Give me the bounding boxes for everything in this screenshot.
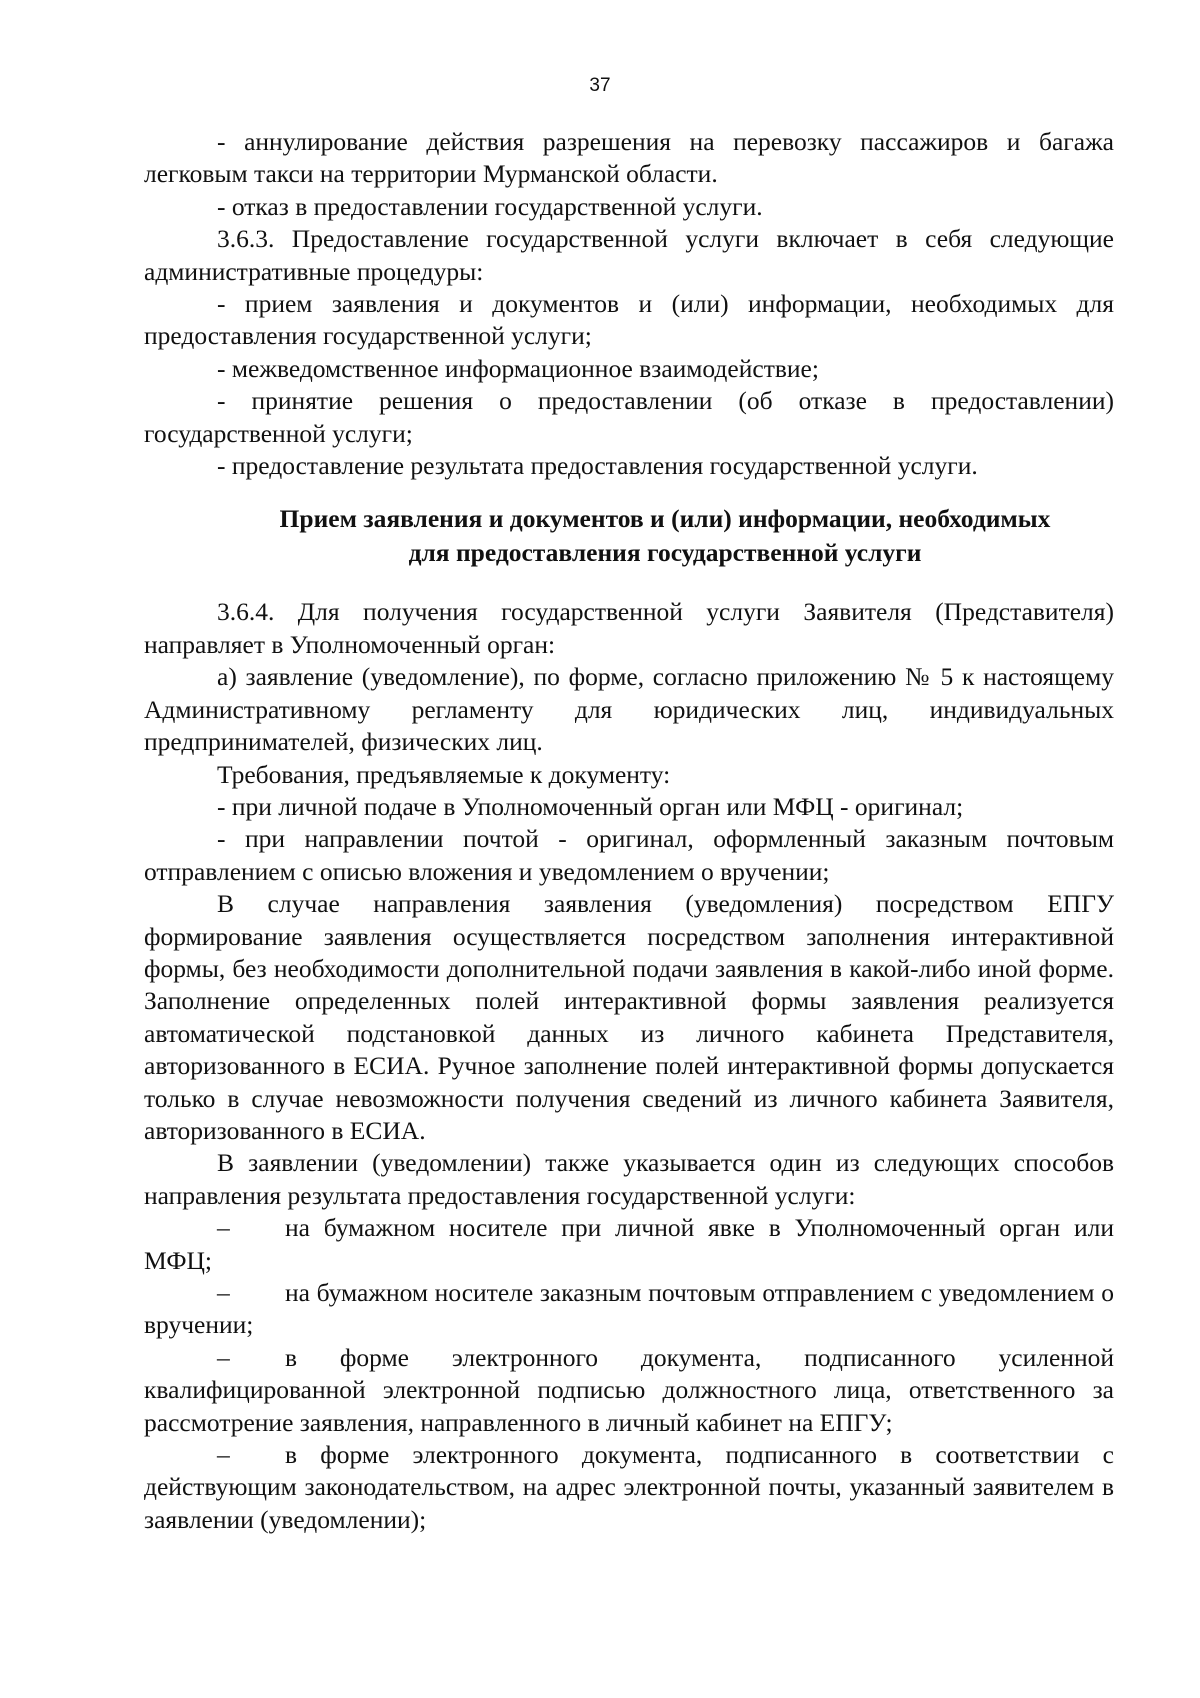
paragraph: Требования, предъявляемые к документу: — [217, 759, 671, 789]
list-item-text: в форме электронного документа, подписанного в соответствии с действующим законодательством, на адрес электронной почты, указанный заявителем в заявлении (уведомлении); — [144, 1440, 1114, 1534]
paragraph: - отказ в предоставлении государственной услуги. — [217, 191, 763, 221]
list-item — [144, 1277, 1114, 1342]
list-dash: – — [217, 1342, 230, 1372]
paragraph: В заявлении (уведомлении) также указывается один из следующих способов направления результата предоставления государственной услуги: — [144, 1148, 1114, 1210]
list-item — [144, 1212, 1114, 1277]
paragraph: 3.6.3. Предоставление государственной услуги включает в себя следующие административные процедуры: — [144, 224, 1114, 286]
list-item — [144, 1342, 1114, 1439]
list-dash: – — [217, 1278, 230, 1307]
list-dash: – — [217, 1440, 230, 1470]
paragraph: а) заявление (уведомление), по форме, согласно приложению № 5 к настоящему Административному регламенту для юридических лиц, индивидуальных предпринимателей, физических лиц. — [144, 662, 1114, 757]
paragraph: - при личной подаче в Уполномоченный орган или МФЦ - оригинал; — [217, 791, 964, 821]
section-heading-line: для предоставления государственной услуги — [408, 538, 922, 568]
section-heading-line: Прием заявления и документов и (или) информации, необходимых — [279, 504, 1051, 534]
paragraph: В случае направления заявления (уведомления) посредством ЕПГУ формирование заявления осуществляется посредством заполнения интерактивной формы, без необходимости дополнительной подачи заявления в какой-либо иной форме. Заполнение определенных полей интерактивной формы заявления реализуется автоматической подстановкой данных из личного кабинета Представителя, авторизованного в ЕСИА. Ручное заполнение полей интерактивной формы допускается только в случае невозможности получения сведений из личного кабинета Заявителя, авторизованного в ЕСИА. — [144, 889, 1114, 1145]
paragraph: - принятие решения о предоставлении (об отказе в предоставлении) государственной услуги; — [144, 386, 1114, 448]
list-item-text: на бумажном носителе заказным почтовым отправлением с уведомлением о вручении; — [144, 1278, 1114, 1340]
page-number: 37 — [589, 75, 611, 96]
list-item-text: в форме электронного документа, подписанного усиленной квалифицированной электронной подписью должностного лица, ответственного за рассмотрение заявления, направленного в личный кабинет на ЕПГУ; — [144, 1342, 1114, 1437]
spacer — [144, 570, 1114, 596]
list-dash: – — [217, 1213, 230, 1243]
paragraph: - межведомственное информационное взаимодействие; — [217, 353, 819, 383]
paragraph: - предоставление результата предоставления государственной услуги. — [217, 451, 978, 481]
paragraph: - аннулирование действия разрешения на перевозку пассажиров и багажа легковым такси на территории Мурманской области. — [144, 127, 1114, 189]
list-item-text: на бумажном носителе при личной явке в Уполномоченный орган или МФЦ; — [144, 1213, 1114, 1275]
paragraph: - прием заявления и документов и (или) информации, необходимых для предоставления государственной услуги; — [144, 289, 1114, 351]
document-body — [144, 126, 1114, 1536]
section-heading — [144, 502, 1114, 570]
paragraph: - при направлении почтой - оригинал, оформленный заказным почтовым отправлением с описью вложения и уведомлением о вручении; — [144, 824, 1114, 886]
paragraph: 3.6.4. Для получения государственной услуги Заявителя (Представителя) направляет в Уполномоченный орган: — [144, 597, 1114, 659]
list-item — [144, 1439, 1114, 1536]
